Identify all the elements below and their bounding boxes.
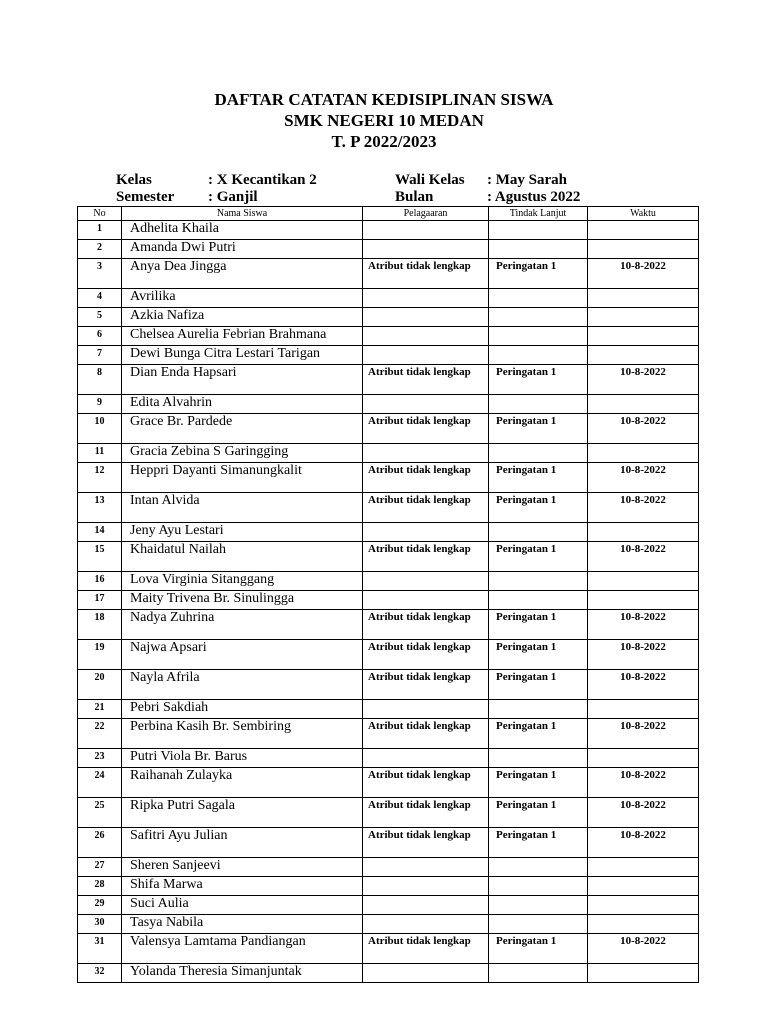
cell-no: 24: [78, 768, 122, 798]
cell-tindak-lanjut: Peringatan 1: [489, 719, 588, 749]
cell-pelanggaran: [363, 915, 489, 934]
cell-nama-siswa: Adhelita Khaila: [122, 221, 363, 240]
cell-nama-siswa: Sheren Sanjeevi: [122, 858, 363, 877]
cell-tindak-lanjut: [489, 289, 588, 308]
cell-waktu: [588, 240, 699, 259]
cell-no: 23: [78, 749, 122, 768]
table-row: [78, 749, 699, 768]
cell-tindak-lanjut: Peringatan 1: [489, 670, 588, 700]
cell-nama-siswa: Edita Alvahrin: [122, 395, 363, 414]
table-row: [78, 365, 699, 395]
header-tindak-lanjut: Tindak Lanjut: [489, 207, 588, 221]
cell-tindak-lanjut: [489, 700, 588, 719]
cell-tindak-lanjut: Peringatan 1: [489, 365, 588, 395]
cell-waktu: 10-8-2022: [588, 934, 699, 964]
cell-pelanggaran: [363, 346, 489, 365]
cell-pelanggaran: [363, 289, 489, 308]
cell-tindak-lanjut: [489, 327, 588, 346]
table-row: [78, 640, 699, 670]
cell-waktu: [588, 327, 699, 346]
cell-nama-siswa: Gracia Zebina S Garingging: [122, 444, 363, 463]
cell-pelanggaran: [363, 221, 489, 240]
cell-waktu: [588, 896, 699, 915]
cell-pelanggaran: [363, 700, 489, 719]
cell-waktu: [588, 289, 699, 308]
cell-no: 6: [78, 327, 122, 346]
cell-tindak-lanjut: [489, 915, 588, 934]
cell-nama-siswa: Anya Dea Jingga: [122, 259, 363, 289]
cell-pelanggaran: [363, 896, 489, 915]
cell-no: 22: [78, 719, 122, 749]
cell-tindak-lanjut: [489, 240, 588, 259]
table-row: [78, 395, 699, 414]
cell-no: 31: [78, 934, 122, 964]
cell-no: 17: [78, 591, 122, 610]
cell-waktu: [588, 346, 699, 365]
cell-waktu: [588, 700, 699, 719]
table-row: [78, 610, 699, 640]
cell-pelanggaran: [363, 591, 489, 610]
cell-nama-siswa: Perbina Kasih Br. Sembiring: [122, 719, 363, 749]
table-row: [78, 259, 699, 289]
cell-waktu: 10-8-2022: [588, 463, 699, 493]
cell-no: 16: [78, 572, 122, 591]
table-row: [78, 493, 699, 523]
wali-kelas-value: : May Sarah: [487, 172, 567, 188]
cell-tindak-lanjut: [489, 395, 588, 414]
cell-no: 25: [78, 798, 122, 828]
cell-nama-siswa: Dewi Bunga Citra Lestari Tarigan: [122, 346, 363, 365]
cell-nama-siswa: Najwa Apsari: [122, 640, 363, 670]
cell-waktu: [588, 221, 699, 240]
cell-pelanggaran: [363, 749, 489, 768]
cell-no: 12: [78, 463, 122, 493]
bulan-value: : Agustus 2022: [487, 189, 581, 205]
cell-pelanggaran: Atribut tidak lengkap: [363, 542, 489, 572]
table-row: [78, 915, 699, 934]
cell-waktu: 10-8-2022: [588, 414, 699, 444]
table-row: [78, 308, 699, 327]
cell-waktu: 10-8-2022: [588, 828, 699, 858]
cell-nama-siswa: Intan Alvida: [122, 493, 363, 523]
cell-tindak-lanjut: Peringatan 1: [489, 414, 588, 444]
cell-waktu: 10-8-2022: [588, 670, 699, 700]
cell-no: 10: [78, 414, 122, 444]
table-row: [78, 877, 699, 896]
table-row: [78, 828, 699, 858]
cell-waktu: 10-8-2022: [588, 768, 699, 798]
table-row: [78, 327, 699, 346]
cell-nama-siswa: Azkia Nafiza: [122, 308, 363, 327]
table-row: [78, 542, 699, 572]
cell-nama-siswa: Amanda Dwi Putri: [122, 240, 363, 259]
table-row: [78, 700, 699, 719]
header-waktu: Waktu: [588, 207, 699, 221]
cell-pelanggaran: Atribut tidak lengkap: [363, 768, 489, 798]
table-row: [78, 289, 699, 308]
cell-nama-siswa: Jeny Ayu Lestari: [122, 523, 363, 542]
cell-pelanggaran: [363, 523, 489, 542]
table-row: [78, 719, 699, 749]
cell-pelanggaran: [363, 858, 489, 877]
header-no: No: [78, 207, 122, 221]
cell-tindak-lanjut: [489, 591, 588, 610]
cell-nama-siswa: Suci Aulia: [122, 896, 363, 915]
cell-waktu: 10-8-2022: [588, 542, 699, 572]
cell-nama-siswa: Raihanah Zulayka: [122, 768, 363, 798]
cell-waktu: 10-8-2022: [588, 493, 699, 523]
cell-nama-siswa: Putri Viola Br. Barus: [122, 749, 363, 768]
cell-tindak-lanjut: [489, 572, 588, 591]
table-row: [78, 591, 699, 610]
semester-label: Semester: [116, 189, 175, 205]
cell-waktu: 10-8-2022: [588, 610, 699, 640]
cell-no: 11: [78, 444, 122, 463]
cell-waktu: [588, 858, 699, 877]
school-year: T. P 2022/2023: [331, 132, 437, 151]
cell-no: 8: [78, 365, 122, 395]
cell-no: 29: [78, 896, 122, 915]
cell-pelanggaran: Atribut tidak lengkap: [363, 640, 489, 670]
cell-no: 27: [78, 858, 122, 877]
cell-pelanggaran: Atribut tidak lengkap: [363, 934, 489, 964]
cell-no: 3: [78, 259, 122, 289]
cell-no: 2: [78, 240, 122, 259]
school-name: SMK NEGERI 10 MEDAN: [284, 111, 484, 130]
semester-value: : Ganjil: [208, 189, 258, 205]
cell-no: 4: [78, 289, 122, 308]
cell-nama-siswa: Heppri Dayanti Simanungkalit: [122, 463, 363, 493]
table-row: [78, 463, 699, 493]
cell-tindak-lanjut: [489, 877, 588, 896]
kelas-value: : X Kecantikan 2: [208, 172, 317, 188]
cell-no: 14: [78, 523, 122, 542]
table-row: [78, 240, 699, 259]
cell-nama-siswa: Grace Br. Pardede: [122, 414, 363, 444]
cell-pelanggaran: Atribut tidak lengkap: [363, 463, 489, 493]
table-row: [78, 934, 699, 964]
cell-tindak-lanjut: Peringatan 1: [489, 798, 588, 828]
cell-waktu: [588, 444, 699, 463]
cell-no: 28: [78, 877, 122, 896]
cell-waktu: [588, 877, 699, 896]
cell-waktu: [588, 749, 699, 768]
table-row: [78, 858, 699, 877]
cell-pelanggaran: [363, 444, 489, 463]
cell-pelanggaran: [363, 240, 489, 259]
cell-tindak-lanjut: Peringatan 1: [489, 542, 588, 572]
cell-no: 30: [78, 915, 122, 934]
cell-tindak-lanjut: Peringatan 1: [489, 463, 588, 493]
cell-tindak-lanjut: Peringatan 1: [489, 610, 588, 640]
cell-waktu: 10-8-2022: [588, 365, 699, 395]
cell-nama-siswa: Dian Enda Hapsari: [122, 365, 363, 395]
cell-tindak-lanjut: [489, 221, 588, 240]
cell-waktu: 10-8-2022: [588, 640, 699, 670]
cell-waktu: [588, 591, 699, 610]
cell-pelanggaran: Atribut tidak lengkap: [363, 493, 489, 523]
cell-waktu: 10-8-2022: [588, 719, 699, 749]
cell-waktu: [588, 395, 699, 414]
header-nama-siswa: Nama Siswa: [122, 207, 363, 221]
cell-pelanggaran: Atribut tidak lengkap: [363, 365, 489, 395]
cell-pelanggaran: Atribut tidak lengkap: [363, 828, 489, 858]
wali-kelas-label: Wali Kelas: [395, 172, 465, 188]
cell-no: 7: [78, 346, 122, 365]
cell-no: 13: [78, 493, 122, 523]
cell-nama-siswa: Chelsea Aurelia Febrian Brahmana: [122, 327, 363, 346]
table-row: [78, 221, 699, 240]
document-title: DAFTAR CATATAN KEDISIPLINAN SISWA: [214, 90, 554, 109]
cell-nama-siswa: Nadya Zuhrina: [122, 610, 363, 640]
cell-waktu: [588, 572, 699, 591]
cell-nama-siswa: Tasya Nabila: [122, 915, 363, 934]
bulan-label: Bulan: [395, 189, 434, 205]
cell-tindak-lanjut: Peringatan 1: [489, 259, 588, 289]
table-row: [78, 964, 699, 983]
cell-waktu: 10-8-2022: [588, 259, 699, 289]
cell-nama-siswa: Khaidatul Nailah: [122, 542, 363, 572]
cell-pelanggaran: [363, 572, 489, 591]
cell-pelanggaran: Atribut tidak lengkap: [363, 414, 489, 444]
table-body: [78, 221, 699, 983]
cell-tindak-lanjut: [489, 523, 588, 542]
cell-no: 9: [78, 395, 122, 414]
cell-no: 26: [78, 828, 122, 858]
cell-no: 5: [78, 308, 122, 327]
cell-nama-siswa: Safitri Ayu Julian: [122, 828, 363, 858]
cell-pelanggaran: [363, 327, 489, 346]
cell-waktu: 10-8-2022: [588, 798, 699, 828]
table-row: [78, 896, 699, 915]
cell-no: 20: [78, 670, 122, 700]
cell-waktu: [588, 523, 699, 542]
cell-nama-siswa: Pebri Sakdiah: [122, 700, 363, 719]
cell-nama-siswa: Valensya Lamtama Pandiangan: [122, 934, 363, 964]
cell-tindak-lanjut: Peringatan 1: [489, 768, 588, 798]
cell-tindak-lanjut: [489, 308, 588, 327]
cell-waktu: [588, 915, 699, 934]
cell-pelanggaran: Atribut tidak lengkap: [363, 798, 489, 828]
cell-nama-siswa: Ripka Putri Sagala: [122, 798, 363, 828]
table-row: [78, 523, 699, 542]
cell-waktu: [588, 308, 699, 327]
cell-nama-siswa: Nayla Afrila: [122, 670, 363, 700]
cell-tindak-lanjut: [489, 346, 588, 365]
kelas-label: Kelas: [116, 172, 152, 188]
cell-nama-siswa: Shifa Marwa: [122, 877, 363, 896]
cell-no: 1: [78, 221, 122, 240]
cell-nama-siswa: Maity Trivena Br. Sinulingga: [122, 591, 363, 610]
header-pelanggaran: Pelagaaran: [363, 207, 489, 221]
table-row: [78, 572, 699, 591]
cell-pelanggaran: Atribut tidak lengkap: [363, 610, 489, 640]
table-row: [78, 444, 699, 463]
cell-tindak-lanjut: Peringatan 1: [489, 828, 588, 858]
cell-no: 15: [78, 542, 122, 572]
cell-tindak-lanjut: [489, 964, 588, 983]
cell-no: 18: [78, 610, 122, 640]
table-row: [78, 414, 699, 444]
cell-no: 32: [78, 964, 122, 983]
cell-tindak-lanjut: Peringatan 1: [489, 934, 588, 964]
cell-pelanggaran: [363, 964, 489, 983]
cell-pelanggaran: [363, 877, 489, 896]
table-row: [78, 768, 699, 798]
cell-tindak-lanjut: [489, 858, 588, 877]
cell-tindak-lanjut: Peringatan 1: [489, 493, 588, 523]
cell-pelanggaran: Atribut tidak lengkap: [363, 670, 489, 700]
table-row: [78, 670, 699, 700]
cell-pelanggaran: [363, 395, 489, 414]
cell-tindak-lanjut: [489, 749, 588, 768]
cell-tindak-lanjut: Peringatan 1: [489, 640, 588, 670]
cell-tindak-lanjut: [489, 444, 588, 463]
cell-nama-siswa: Yolanda Theresia Simanjuntak: [122, 964, 363, 983]
table-row: [78, 346, 699, 365]
cell-tindak-lanjut: [489, 896, 588, 915]
cell-pelanggaran: [363, 308, 489, 327]
table-row: [78, 798, 699, 828]
cell-nama-siswa: Lova Virginia Sitanggang: [122, 572, 363, 591]
cell-nama-siswa: Avrilika: [122, 289, 363, 308]
cell-pelanggaran: Atribut tidak lengkap: [363, 719, 489, 749]
cell-no: 21: [78, 700, 122, 719]
discipline-table: [77, 206, 699, 983]
cell-pelanggaran: Atribut tidak lengkap: [363, 259, 489, 289]
cell-no: 19: [78, 640, 122, 670]
table-header-row: [78, 207, 699, 221]
cell-waktu: [588, 964, 699, 983]
